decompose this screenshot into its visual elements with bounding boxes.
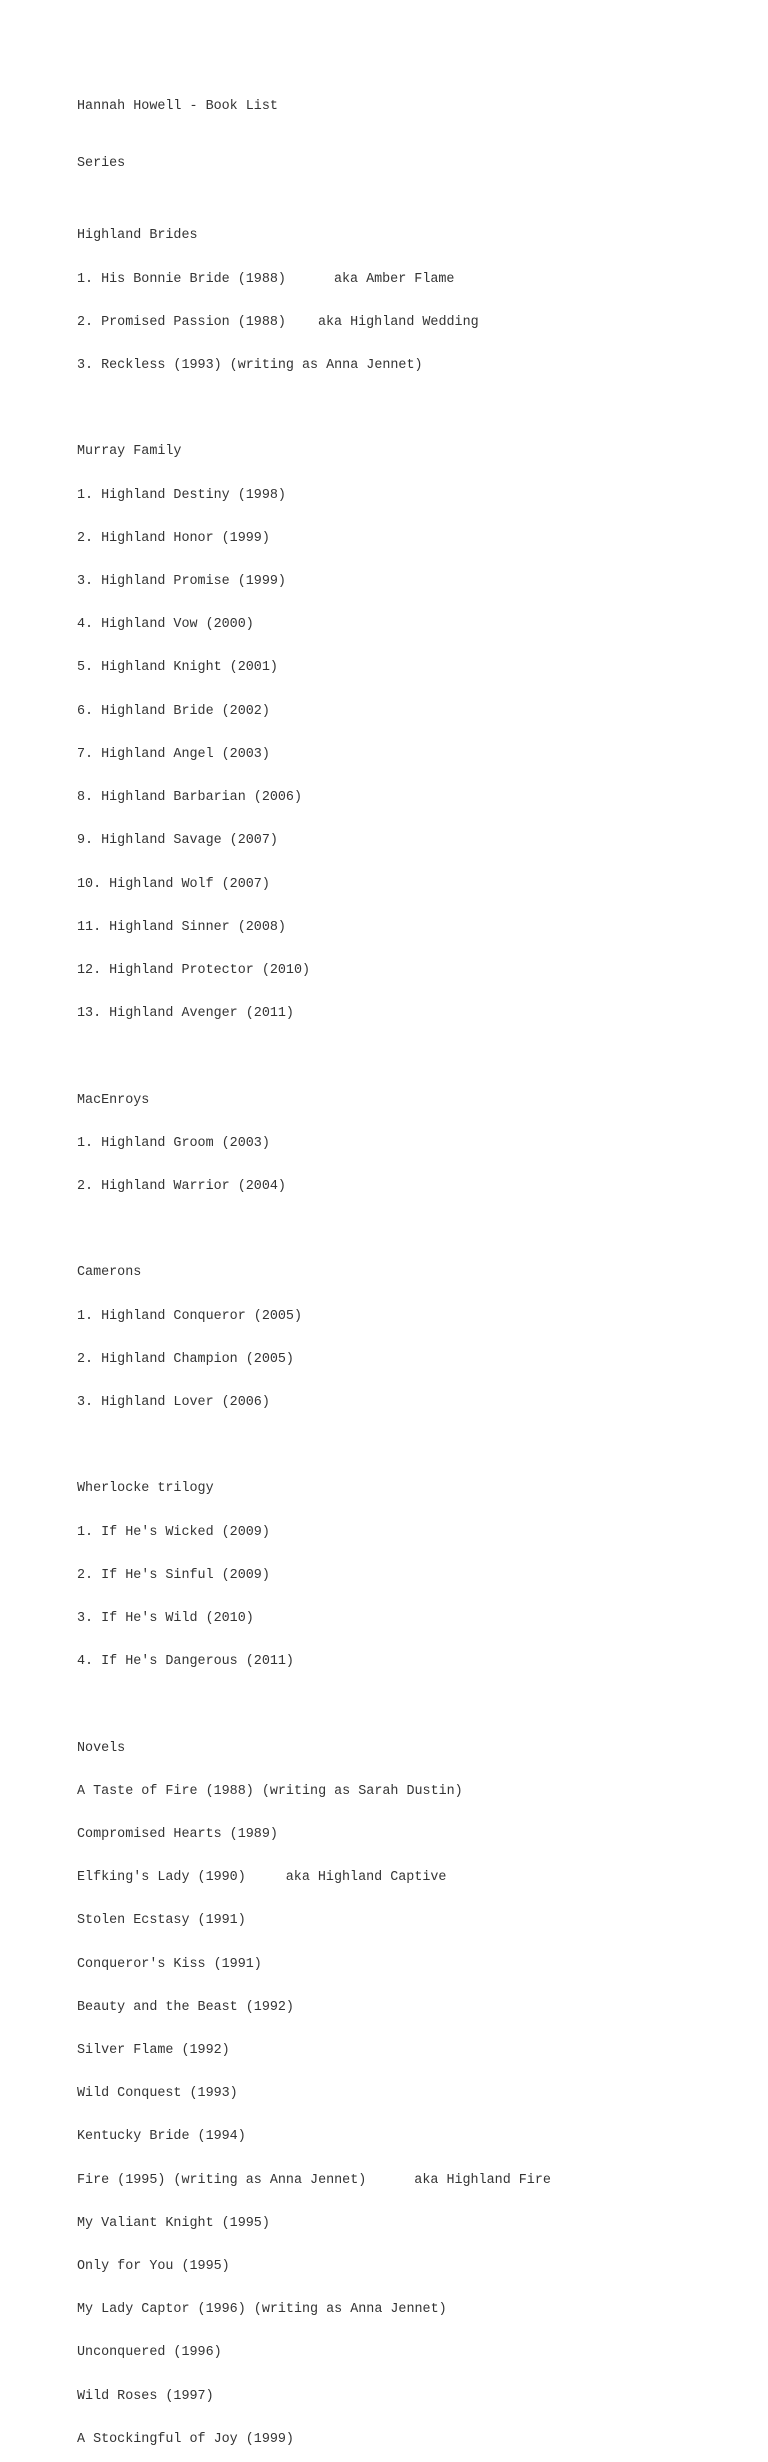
list-item: 9. Highland Savage (2007) [77, 833, 278, 849]
list-item: 12. Highland Protector (2010) [77, 962, 311, 978]
macenroys-heading: MacEnroys [77, 1092, 150, 1108]
list-item: 4. Highland Vow (2000) [77, 617, 254, 633]
list-item: Wild Conquest (1993) [77, 2086, 238, 2102]
list-item: 2. Highland Warrior (2004) [77, 1178, 286, 1194]
camerons-heading: Camerons [77, 1265, 142, 1281]
list-item: 1. If He's Wicked (2009) [77, 1524, 270, 1540]
list-item: 2. If He's Sinful (2009) [77, 1567, 270, 1583]
list-item: Wild Roses (1997) [77, 2388, 214, 2404]
list-item: Beauty and the Beast (1992) [77, 1999, 294, 2015]
list-item: 3. If He's Wild (2010) [77, 1611, 254, 1626]
list-item: 1. Highland Conqueror (2005) [77, 1308, 302, 1324]
list-item: Only for You (1995) [77, 2259, 230, 2275]
murray-family-heading: Murray Family [77, 444, 182, 460]
list-item: 4. If He's Dangerous (2011) [77, 1654, 294, 1670]
book-list-document [77, 71, 551, 2462]
list-item: A Taste of Fire (1988) (writing as Sarah Dustin) [77, 1783, 463, 1799]
list-item: My Valiant Knight (1995) [77, 2215, 270, 2231]
list-item: 3. Reckless (1993) (writing as Anna Jennet) [77, 358, 423, 374]
list-item: Conqueror's Kiss (1991) [77, 1956, 262, 1972]
list-item: 1. Highland Groom (2003) [77, 1135, 270, 1151]
list-item: 8. Highland Barbarian (2006) [77, 790, 302, 806]
list-item: 10. Highland Wolf (2007) [77, 876, 270, 892]
list-item: 13. Highland Avenger (2011) [77, 1006, 294, 1022]
list-item: Fire (1995) (writing as Anna Jennet) aka Highland Fire [77, 2172, 551, 2188]
list-item: Elfking's Lady (1990) aka Highland Captive [77, 1870, 447, 1886]
list-item: 11. Highland Sinner (2008) [77, 919, 286, 935]
list-item: 5. Highland Knight (2001) [77, 660, 278, 676]
list-item: A Stockingful of Joy (1999) [77, 2431, 294, 2447]
highland-brides-heading: Highland Brides [77, 228, 198, 244]
list-item: Compromised Hearts (1989) [77, 1827, 278, 1843]
document-title: Hannah Howell - Book List [77, 98, 278, 114]
list-item: My Lady Captor (1996) (writing as Anna Jennet) [77, 2302, 447, 2318]
series-heading: Series [77, 156, 126, 172]
list-item: 2. Promised Passion (1988) aka Highland Wedding [77, 314, 479, 330]
list-item: Silver Flame (1992) [77, 2043, 230, 2059]
list-item: 1. Highland Destiny (1998) [77, 487, 286, 503]
list-item: 3. Highland Lover (2006) [77, 1394, 270, 1410]
list-item: Kentucky Bride (1994) [77, 2129, 246, 2145]
list-item: 3. Highland Promise (1999) [77, 574, 286, 590]
novels-heading: Novels [77, 1740, 126, 1756]
list-item: Unconquered (1996) [77, 2345, 222, 2361]
list-item: 2. Highland Champion (2005) [77, 1351, 294, 1367]
wherlocke-heading: Wherlocke trilogy [77, 1481, 214, 1497]
list-item: 1. His Bonnie Bride (1988) aka Amber Flame [77, 271, 455, 287]
list-item: 6. Highland Bride (2002) [77, 703, 270, 719]
list-item: 7. Highland Angel (2003) [77, 746, 270, 762]
list-item: Stolen Ecstasy (1991) [77, 1913, 246, 1929]
list-item: 2. Highland Honor (1999) [77, 530, 270, 546]
